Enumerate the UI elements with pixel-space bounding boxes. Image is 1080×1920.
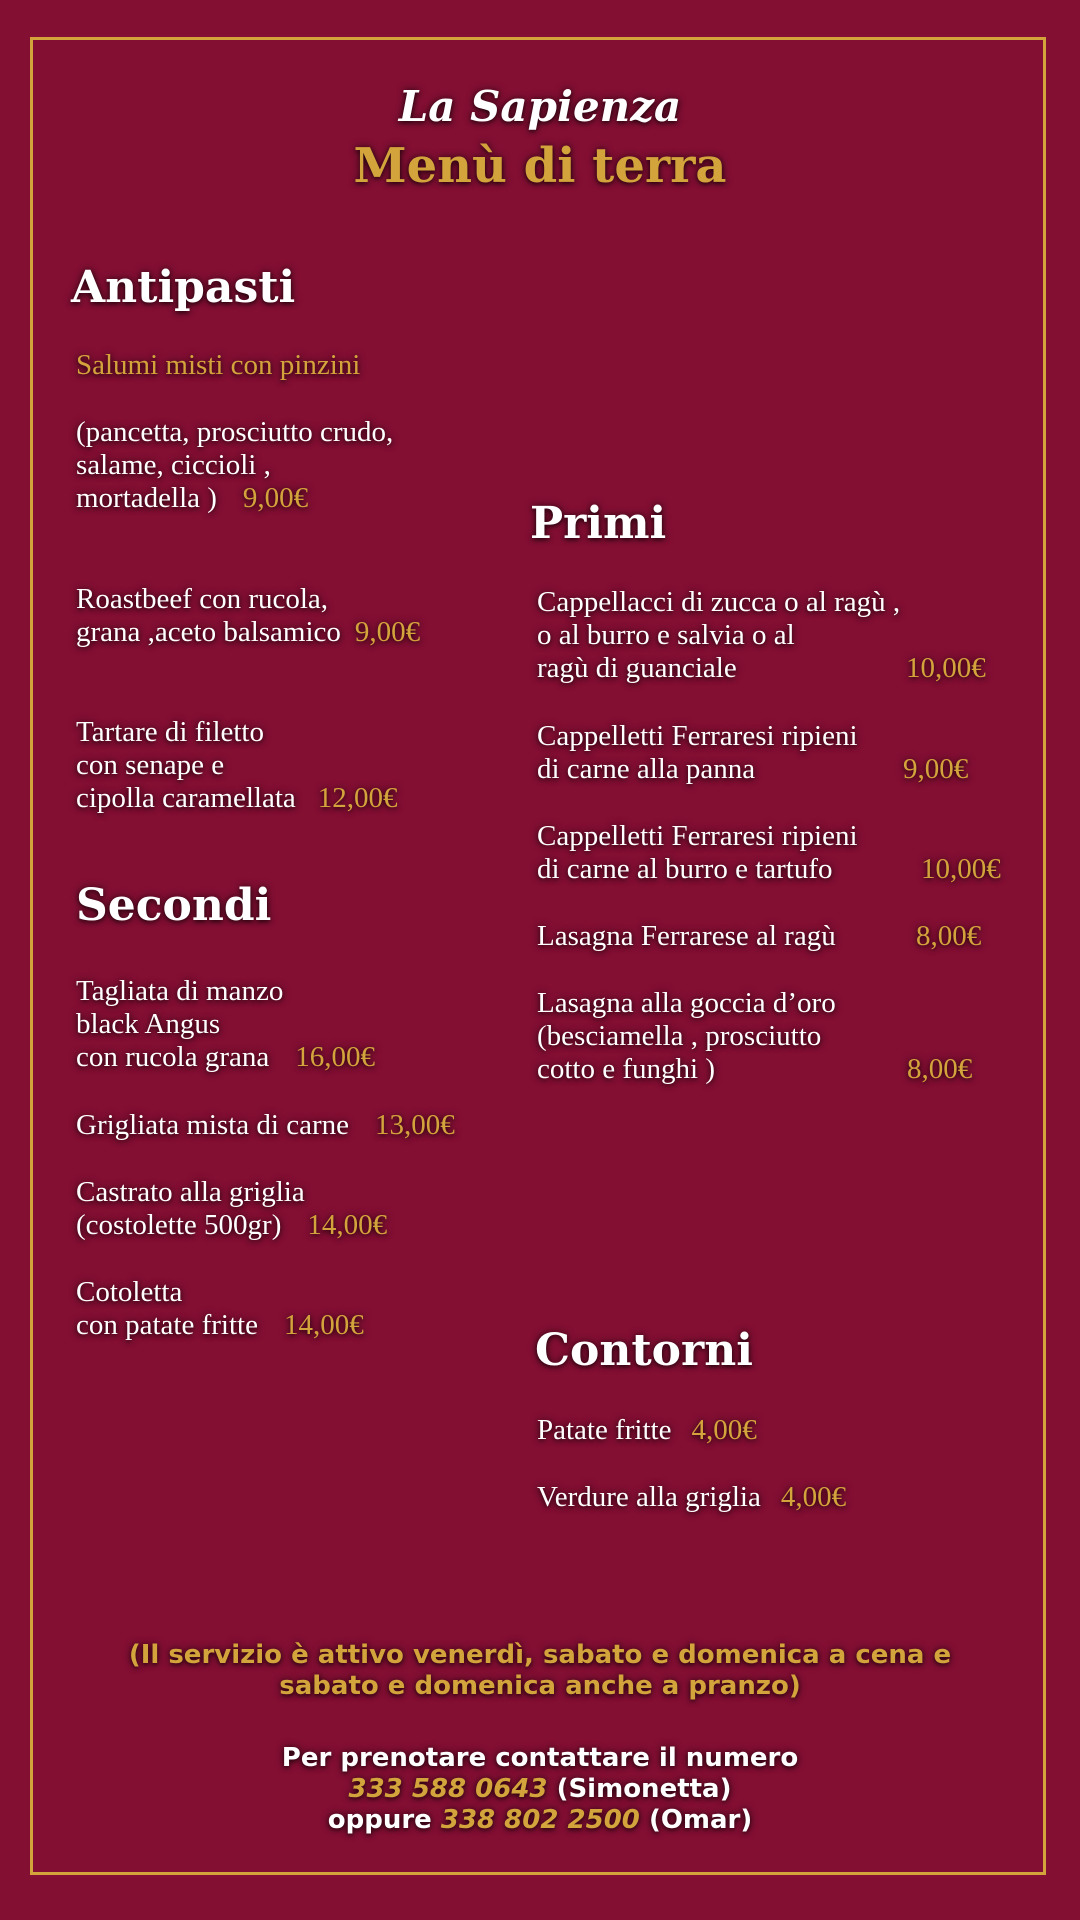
primi-item-1-price: 10,00€ <box>906 652 986 684</box>
item-line: Cappelletti Ferraresi ripieni <box>537 820 858 852</box>
description-line: salame, ciccioli , <box>76 449 271 481</box>
primi-item-2-price: 9,00€ <box>903 753 969 785</box>
primi-item-4-price: 8,00€ <box>916 920 982 952</box>
item-line: cotto e funghi ) <box>537 1053 715 1085</box>
secondi-item-3-price: 14,00€ <box>307 1209 388 1241</box>
section-title-primi: Primi <box>530 498 667 549</box>
item-line: Tartare di filetto <box>76 716 264 748</box>
item-line: con senape e <box>76 749 225 781</box>
secondi-item-4-price: 14,00€ <box>283 1309 364 1341</box>
description-line: mortadella ) <box>76 482 217 514</box>
section-title-contorni: Contorni <box>535 1325 753 1376</box>
item-line: Castrato alla griglia <box>76 1176 305 1208</box>
phone-number-omar[interactable]: 338 802 2500 <box>440 1805 640 1835</box>
antipasti-item-1-description <box>76 416 393 515</box>
primi-item-1 <box>537 586 900 685</box>
item-line: (besciamella , prosciutto <box>537 1020 822 1052</box>
booking-info <box>0 1743 1080 1836</box>
item-line: Cappellacci di zucca o al ragù , <box>537 586 901 618</box>
secondi-item-2-price: 13,00€ <box>374 1109 455 1141</box>
contorni-item-1-price: 4,00€ <box>691 1414 757 1446</box>
description-line: (pancetta, prosciutto crudo, <box>76 416 394 448</box>
contorni-item-2-price: 4,00€ <box>780 1481 847 1513</box>
antipasti-item-2-price: 9,00€ <box>354 616 421 648</box>
item-line: Tagliata di manzo <box>76 975 284 1007</box>
item-line: Patate fritte <box>537 1414 672 1446</box>
item-line: o al burro e salvia o al <box>537 619 795 651</box>
antipasti-item-3 <box>76 716 398 815</box>
secondi-item-1 <box>76 975 375 1074</box>
primi-item-5-price: 8,00€ <box>907 1053 973 1085</box>
service-note <box>0 1640 1080 1702</box>
item-line: Lasagna alla goccia d’oro <box>537 987 836 1019</box>
primi-item-3 <box>537 820 858 886</box>
item-line: ragù di guanciale <box>537 652 737 684</box>
restaurant-logo: La Sapienza <box>398 82 682 131</box>
contorni-item-2 <box>537 1481 846 1514</box>
or-text: oppure <box>327 1805 432 1835</box>
secondi-item-3 <box>76 1176 387 1242</box>
contact-name-omar: (Omar) <box>648 1805 753 1835</box>
service-line: sabato e domenica anche a pranzo) <box>279 1671 801 1701</box>
section-title-antipasti: Antipasti <box>71 262 296 313</box>
contact-name-simonetta: (Simonetta) <box>556 1774 732 1804</box>
secondi-item-2 <box>76 1109 455 1142</box>
primi-item-5 <box>537 987 836 1086</box>
contorni-item-1 <box>537 1414 757 1447</box>
booking-text: Per prenotare contattare il numero <box>281 1743 799 1773</box>
secondi-item-4 <box>76 1276 364 1342</box>
item-line: di carne al burro e tartufo <box>537 853 833 885</box>
service-line: (Il servizio è attivo venerdì, sabato e domenica a cena e <box>128 1640 952 1670</box>
antipasti-item-1-price: 9,00€ <box>242 482 309 514</box>
item-line: black Angus <box>76 1008 221 1040</box>
menu-title: Menù di terra <box>353 138 727 194</box>
item-line: con rucola grana <box>76 1041 270 1073</box>
item-line: con patate fritte <box>76 1309 258 1341</box>
primi-item-4: Lasagna Ferrarese al ragù <box>537 920 836 952</box>
item-line: cipolla caramellata <box>76 782 296 814</box>
phone-number-simonetta[interactable]: 333 588 0643 <box>348 1774 548 1804</box>
antipasti-item-2 <box>76 583 420 649</box>
primi-item-2 <box>537 720 858 786</box>
antipasti-item-3-price: 12,00€ <box>317 782 398 814</box>
item-line: di carne alla panna <box>537 753 756 785</box>
item-line: Cotoletta <box>76 1276 183 1308</box>
primi-item-3-price: 10,00€ <box>921 853 1001 885</box>
item-line: Verdure alla griglia <box>537 1481 761 1513</box>
antipasti-item-1-name: Salumi misti con pinzini <box>76 349 361 381</box>
secondi-item-1-price: 16,00€ <box>295 1041 375 1073</box>
item-line: grana ,aceto balsamico <box>76 616 341 648</box>
item-line: Roastbeef con rucola, <box>76 583 329 615</box>
item-line: Grigliata mista di carne <box>76 1109 349 1141</box>
section-title-secondi: Secondi <box>76 880 272 931</box>
item-line: Cappelletti Ferraresi ripieni <box>537 720 858 752</box>
item-line: (costolette 500gr) <box>76 1209 282 1241</box>
